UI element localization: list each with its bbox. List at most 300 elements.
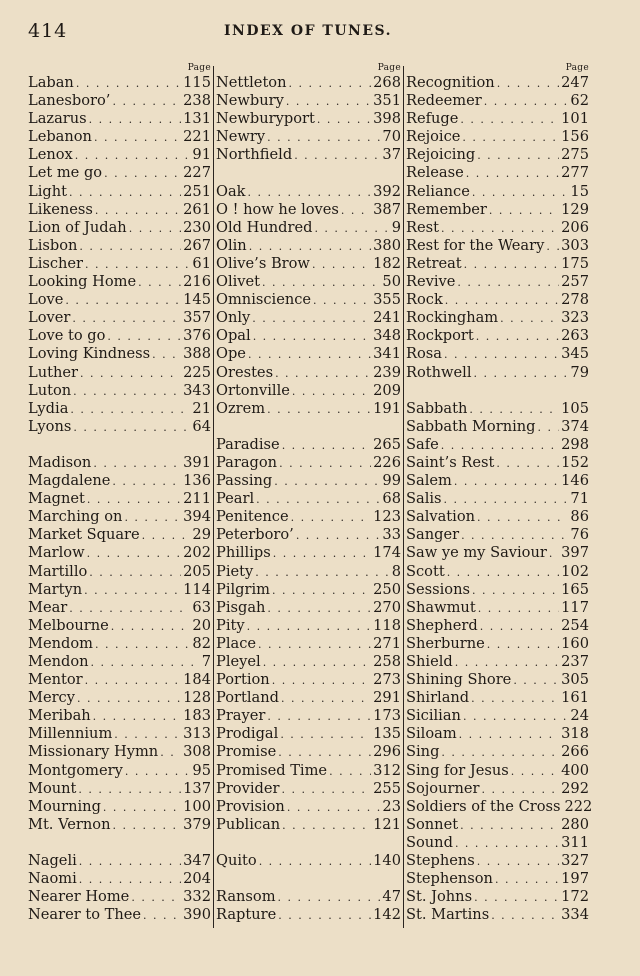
page-ref: 238 xyxy=(183,92,211,110)
index-entry xyxy=(406,762,589,780)
tune-name: Lanesboro’ xyxy=(28,92,111,110)
tune-name: Rest for the Weary xyxy=(406,236,545,254)
dot-leader xyxy=(112,817,181,835)
dot-leader xyxy=(496,455,559,473)
index-entry xyxy=(28,345,211,363)
column-divider xyxy=(403,66,404,928)
index-entry xyxy=(406,797,593,816)
tune-name: Remember xyxy=(406,200,487,218)
index-entry xyxy=(216,219,401,237)
page-ref: 152 xyxy=(561,453,589,471)
index-entry xyxy=(216,635,401,653)
tune-name: Olive’s Brow xyxy=(216,254,310,272)
index-entry xyxy=(28,219,211,237)
page-ref: 270 xyxy=(373,598,401,616)
page-ref: 376 xyxy=(183,327,211,345)
page-ref: 197 xyxy=(561,870,589,888)
dot-leader xyxy=(91,654,200,672)
tune-name: Salvation xyxy=(406,508,476,526)
dot-leader xyxy=(138,274,181,292)
dot-leader xyxy=(455,654,559,672)
page-ref: 79 xyxy=(570,363,589,381)
index-entry xyxy=(216,816,401,834)
index-entry xyxy=(216,74,401,92)
dot-leader xyxy=(466,165,559,183)
dot-leader xyxy=(84,582,181,600)
page-ref: 230 xyxy=(183,218,211,236)
tune-name: Salem xyxy=(406,472,452,490)
index-entry xyxy=(216,563,401,581)
dot-leader xyxy=(313,292,371,310)
dot-leader xyxy=(267,129,380,147)
tune-name: O ! how he loves xyxy=(216,200,339,218)
page-ref: 292 xyxy=(561,779,589,797)
tune-name: Shield xyxy=(406,653,453,670)
tune-name: Mendon xyxy=(28,653,89,670)
tune-name: Oak xyxy=(216,182,246,200)
tune-name: Omniscience xyxy=(216,291,312,309)
page-ref: 140 xyxy=(373,852,401,870)
tune-name: Redeemer xyxy=(406,92,482,110)
index-entry xyxy=(216,110,401,128)
index-entry xyxy=(28,653,211,671)
dot-leader xyxy=(463,708,568,726)
tune-name: Prayer xyxy=(216,707,266,725)
dot-leader xyxy=(259,853,371,871)
tune-name: Mendom xyxy=(28,634,93,652)
dot-leader xyxy=(281,781,371,799)
page-ref: 347 xyxy=(183,852,211,870)
tune-name: Lydia xyxy=(28,399,69,417)
page-ref: 254 xyxy=(561,616,589,634)
page-ref: 121 xyxy=(373,815,401,833)
index-entry xyxy=(28,273,211,291)
page-ref: 95 xyxy=(192,761,211,779)
index-entry xyxy=(28,418,211,436)
page-ref: 86 xyxy=(570,508,589,526)
page-ref: 91 xyxy=(192,146,211,164)
page-ref: 172 xyxy=(561,888,589,906)
dot-leader xyxy=(94,129,181,147)
dot-leader xyxy=(471,690,559,708)
dot-leader xyxy=(292,383,371,401)
dot-leader xyxy=(477,147,559,165)
index-entry xyxy=(28,255,211,273)
dot-leader xyxy=(478,600,559,618)
dot-leader xyxy=(317,111,371,129)
section-gap xyxy=(216,834,401,852)
tune-name: Provider xyxy=(216,779,280,797)
index-entry xyxy=(28,852,211,870)
tune-name: Melbourne xyxy=(28,616,109,634)
dot-leader xyxy=(272,672,371,690)
page-ref: 184 xyxy=(183,671,211,689)
page-ref: 142 xyxy=(373,906,401,924)
page-ref: 312 xyxy=(373,761,401,779)
tune-name: Olivet xyxy=(216,273,261,291)
tune-name: Saw ye my Saviour xyxy=(406,544,547,562)
page-ref: 8 xyxy=(391,562,401,580)
section-gap xyxy=(216,164,401,182)
page-ref: 267 xyxy=(183,236,211,254)
index-entry xyxy=(28,128,211,146)
index-entry xyxy=(216,762,401,780)
tune-name: Safe xyxy=(406,435,439,453)
tune-name: Provision xyxy=(216,797,285,815)
index-entry xyxy=(28,146,211,164)
dot-leader xyxy=(152,346,181,364)
index-entry xyxy=(216,798,401,816)
dot-leader xyxy=(248,184,372,202)
index-entry xyxy=(406,707,589,725)
page-ref: 323 xyxy=(561,309,589,327)
page-ref: 273 xyxy=(373,671,401,689)
tune-name: Sabbath xyxy=(406,399,468,417)
page-ref: 105 xyxy=(561,399,589,417)
page-ref: 390 xyxy=(183,906,211,924)
page-ref: 388 xyxy=(183,345,211,363)
dot-leader xyxy=(474,365,569,383)
index-entry xyxy=(406,436,589,454)
tune-name: Retreat xyxy=(406,254,462,272)
index-entry xyxy=(406,364,589,382)
tune-name: Naomi xyxy=(28,870,77,888)
index-entry xyxy=(216,128,401,146)
dot-leader xyxy=(267,401,371,419)
tune-name: Sherburne xyxy=(406,634,485,652)
dot-leader xyxy=(160,744,181,762)
tune-name: Shirland xyxy=(406,689,470,707)
page-ref: 341 xyxy=(373,345,401,363)
page-ref: 308 xyxy=(183,743,211,761)
tune-name: Publican xyxy=(216,815,281,833)
dot-leader xyxy=(282,437,371,455)
page-ref: 102 xyxy=(561,562,589,580)
tune-name: Luther xyxy=(28,363,78,381)
dot-leader xyxy=(441,437,559,455)
index-entry xyxy=(216,906,401,924)
index-entry xyxy=(216,273,401,291)
page-ref: 280 xyxy=(561,815,589,833)
index-entry xyxy=(216,146,401,164)
dot-leader xyxy=(107,328,181,346)
dot-leader xyxy=(474,889,559,907)
tune-name: Sing for Jesus xyxy=(406,761,509,779)
page-ref: 205 xyxy=(183,562,211,580)
dot-leader xyxy=(263,654,371,672)
page-ref: 305 xyxy=(561,671,589,689)
index-entry xyxy=(28,671,211,689)
page-ref: 160 xyxy=(561,634,589,652)
page-ref: 258 xyxy=(373,653,401,670)
dot-leader xyxy=(143,907,181,925)
tune-name: Rejoicing xyxy=(406,146,476,164)
dot-leader xyxy=(341,202,371,220)
tune-name: Nearer Home xyxy=(28,888,130,906)
page-ref: 135 xyxy=(373,725,401,743)
index-entry xyxy=(28,454,211,472)
tune-name: Love to go xyxy=(28,327,106,345)
dot-leader xyxy=(93,708,181,726)
page-ref: 348 xyxy=(373,327,401,345)
tune-name: Old Hundred xyxy=(216,218,313,236)
dot-leader xyxy=(495,871,559,889)
tune-name: Paragon xyxy=(216,453,278,471)
index-entry xyxy=(406,725,589,743)
dot-leader xyxy=(80,365,181,383)
page-ref: 70 xyxy=(382,128,401,146)
dot-leader xyxy=(104,165,181,183)
dot-leader xyxy=(286,93,371,111)
index-entry xyxy=(406,345,589,363)
tune-name: Lebanon xyxy=(28,128,92,146)
tune-name: Martyn xyxy=(28,580,83,598)
dot-leader xyxy=(278,907,371,925)
dot-leader xyxy=(79,238,181,256)
index-entry xyxy=(406,508,589,526)
index-entry xyxy=(216,472,401,490)
tune-name: Piety xyxy=(216,562,254,580)
page-ref: 277 xyxy=(561,164,589,182)
page-ref: 182 xyxy=(373,254,401,272)
index-entry xyxy=(406,870,589,888)
page-ref: 137 xyxy=(183,779,211,797)
dot-leader xyxy=(329,763,371,781)
dot-leader xyxy=(85,256,190,274)
page-ref: 271 xyxy=(373,634,401,652)
index-entry xyxy=(216,345,401,363)
tune-name: St. Martins xyxy=(406,906,490,924)
dot-leader xyxy=(78,781,181,799)
index-entry xyxy=(406,237,589,255)
dot-leader xyxy=(125,763,191,781)
tune-name: Recognition xyxy=(406,74,495,91)
page-ref: 161 xyxy=(561,689,589,707)
dot-leader xyxy=(248,346,371,364)
dot-leader xyxy=(89,564,181,582)
page-column-label: Page xyxy=(187,63,211,73)
tune-name: Pisgah xyxy=(216,598,266,616)
page-ref: 115 xyxy=(183,74,211,91)
dot-leader xyxy=(291,509,372,527)
dot-leader xyxy=(89,111,181,129)
dot-leader xyxy=(280,726,371,744)
tune-name: Reliance xyxy=(406,182,470,200)
page-ref: 332 xyxy=(183,888,211,906)
dot-leader xyxy=(476,328,559,346)
page-ref: 357 xyxy=(183,309,211,327)
index-entry xyxy=(406,563,589,581)
tune-name: Sicilian xyxy=(406,707,461,725)
page-ref: 100 xyxy=(183,797,211,815)
page-ref: 15 xyxy=(570,182,589,200)
index-entry xyxy=(406,472,589,490)
tune-name: Rejoice xyxy=(406,128,461,146)
dot-leader xyxy=(481,781,559,799)
index-entry xyxy=(28,382,211,400)
index-entry xyxy=(28,617,211,635)
index-entry xyxy=(216,454,401,472)
page-ref: 202 xyxy=(183,544,211,562)
tune-name: Quito xyxy=(216,852,257,870)
index-entry xyxy=(216,92,401,110)
tune-name: Light xyxy=(28,182,67,200)
tune-name: St. Johns xyxy=(406,888,473,906)
page-ref: 318 xyxy=(561,725,589,743)
index-entry xyxy=(28,74,211,92)
section-gap xyxy=(406,382,589,400)
index-entry xyxy=(216,689,401,707)
page-ref: 128 xyxy=(183,689,211,707)
tune-name: Nearer to Thee xyxy=(28,906,142,924)
index-entry xyxy=(28,526,211,544)
page-ref: 239 xyxy=(373,363,401,381)
page-ref: 263 xyxy=(561,327,589,345)
index-entry xyxy=(216,327,401,345)
dot-leader xyxy=(278,889,381,907)
index-entry xyxy=(216,400,401,418)
index-entry xyxy=(216,581,401,599)
page-ref: 131 xyxy=(183,110,211,128)
page-ref: 345 xyxy=(561,345,589,363)
tune-name: Lenox xyxy=(28,146,73,164)
index-entry xyxy=(28,508,211,526)
dot-leader xyxy=(79,853,181,871)
page-header xyxy=(28,20,588,50)
index-entry xyxy=(216,544,401,562)
page-ref: 9 xyxy=(391,218,401,236)
tune-name: Prodigal xyxy=(216,725,279,743)
page-ref: 20 xyxy=(192,616,211,634)
index-entry xyxy=(406,581,589,599)
index-entry xyxy=(28,599,211,617)
index-entry xyxy=(28,743,211,761)
index-entry xyxy=(28,906,211,924)
dot-leader xyxy=(289,75,372,93)
dot-leader xyxy=(247,618,372,636)
index-entry xyxy=(406,273,589,291)
tune-name: Pleyel xyxy=(216,653,261,670)
page-ref: 226 xyxy=(373,453,401,471)
page-ref: 355 xyxy=(373,291,401,309)
page-ref: 374 xyxy=(561,417,589,435)
index-entry xyxy=(406,183,589,201)
index-entry xyxy=(28,364,211,382)
page-ref: 221 xyxy=(183,128,211,146)
dot-leader xyxy=(255,564,389,582)
tune-name: Madison xyxy=(28,453,92,471)
tune-name: Nageli xyxy=(28,852,77,870)
index-entry xyxy=(216,508,401,526)
dot-leader xyxy=(455,835,559,853)
tune-name: Marching on xyxy=(28,508,123,526)
index-entry xyxy=(406,291,589,309)
page-ref: 183 xyxy=(183,707,211,725)
dot-leader xyxy=(469,401,559,419)
dot-leader xyxy=(129,220,181,238)
tune-name: Lischer xyxy=(28,254,84,272)
tune-name: Penitence xyxy=(216,508,289,526)
dot-leader xyxy=(489,202,559,220)
page-ref: 211 xyxy=(183,490,211,508)
index-entry xyxy=(28,816,211,834)
page-ref: 99 xyxy=(382,472,401,490)
page-ref: 7 xyxy=(201,653,211,670)
dot-leader xyxy=(95,636,190,654)
tune-name: Stephenson xyxy=(406,870,493,888)
index-entry xyxy=(28,707,211,725)
page-ref: 129 xyxy=(561,200,589,218)
index-entry xyxy=(216,671,401,689)
index-entry xyxy=(406,617,589,635)
index-entry xyxy=(216,291,401,309)
page-title: INDEX OF TUNES. xyxy=(224,23,392,39)
tune-name: Rosa xyxy=(406,345,442,363)
tune-name: Let me go xyxy=(28,164,103,182)
index-entry xyxy=(406,454,589,472)
dot-leader xyxy=(461,527,568,545)
index-entry xyxy=(28,798,211,816)
index-entry xyxy=(406,544,589,562)
dot-leader xyxy=(87,545,182,563)
page-ref: 241 xyxy=(373,309,401,327)
page-ref: 391 xyxy=(183,453,211,471)
tune-name: Missionary Hymn xyxy=(28,743,159,761)
page-ref: 266 xyxy=(561,743,589,761)
tune-name: Shepherd xyxy=(406,616,478,634)
tune-name: Sessions xyxy=(406,580,470,598)
tune-name: Mourning xyxy=(28,797,101,815)
dot-leader xyxy=(65,292,181,310)
index-entry xyxy=(406,635,589,653)
index-entry xyxy=(406,834,589,852)
page-ref: 123 xyxy=(373,508,401,526)
index-column-3 xyxy=(406,62,593,924)
dot-leader xyxy=(460,111,559,129)
page-ref: 191 xyxy=(373,399,401,417)
page-ref: 237 xyxy=(561,653,589,670)
index-entry xyxy=(216,183,401,201)
page-ref: 24 xyxy=(570,707,589,725)
dot-leader xyxy=(73,419,190,437)
tune-name: Lisbon xyxy=(28,236,78,254)
page-column-label: Page xyxy=(377,63,401,73)
dot-leader xyxy=(472,582,559,600)
tune-name: Loving Kindness xyxy=(28,345,151,363)
dot-leader xyxy=(249,238,371,256)
page-ref: 265 xyxy=(373,435,401,453)
index-entry xyxy=(28,201,211,219)
tune-name: Luton xyxy=(28,381,72,399)
dot-leader xyxy=(75,147,191,165)
dot-leader xyxy=(444,491,569,509)
page-ref: 311 xyxy=(561,833,589,851)
dot-leader xyxy=(441,220,559,238)
tune-name: Sabbath Morning xyxy=(406,417,536,435)
index-entry xyxy=(406,110,589,128)
page-column-label: Page xyxy=(565,63,589,73)
page-ref: 379 xyxy=(183,815,211,833)
index-entry xyxy=(28,888,211,906)
tune-name: Ortonville xyxy=(216,381,290,399)
page-ref: 29 xyxy=(192,526,211,544)
tune-name: Scott xyxy=(406,562,445,580)
tune-name: Sonnet xyxy=(406,815,459,833)
tune-name: Looking Home xyxy=(28,273,137,291)
dot-leader xyxy=(95,202,181,220)
tune-name: Phillips xyxy=(216,544,271,562)
page-ref: 397 xyxy=(561,544,589,562)
